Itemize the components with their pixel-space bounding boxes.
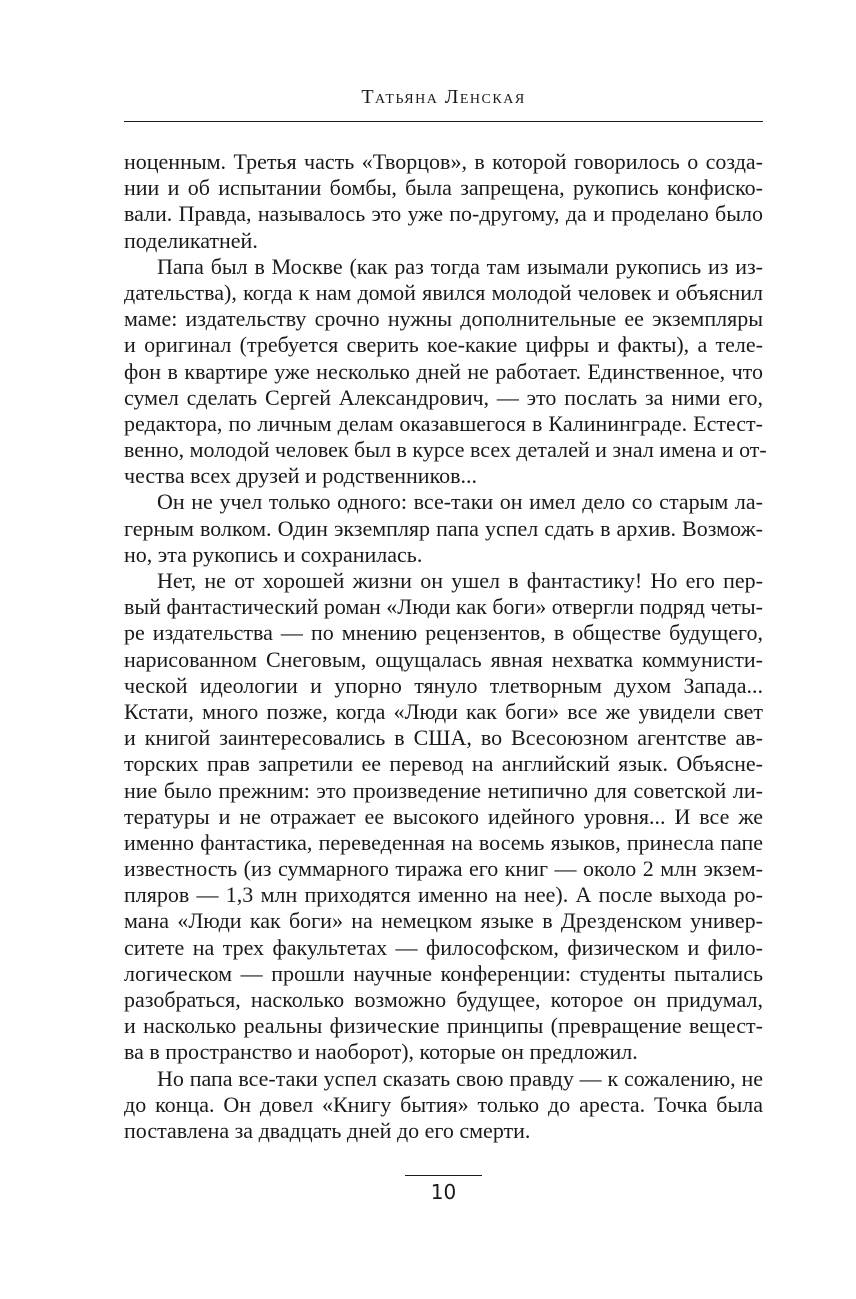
text-line: ва в пространство и наоборот), которые он предложил.	[124, 1039, 638, 1065]
text-line: торских прав запретили ее перевод на английский язык. Объясне-	[124, 751, 763, 777]
page-body	[124, 149, 767, 1144]
text-line: Нет, не от хорошей жизни он ушел в фантастику! Но его пер-	[157, 568, 763, 593]
paragraph	[124, 489, 763, 568]
text-line: мана «Люди как боги» на немецком языке в Дрезденском универ-	[124, 908, 763, 934]
text-line: редактора, по личным делам оказавшегося в Калининграде. Естест-	[124, 410, 763, 436]
text-line: и оригинал (требуется сверить кое-какие цифры и факты), а теле-	[124, 332, 763, 358]
text-line: фон в квартире уже несколько дней не работает. Единственное, что	[124, 358, 763, 384]
text-line: Кстати, много позже, когда «Люди как боги» все же увидели свет	[124, 698, 763, 724]
footer-rule	[405, 1175, 482, 1176]
text-line: разобраться, насколько возможно будущее, которое он придумал,	[124, 987, 763, 1012]
text-line: и книгой заинтересовались в США, во Всесоюзном агентстве ав-	[124, 725, 763, 751]
text-line: Но папа все-таки успел сказать свою правду — к сожалению, не	[157, 1065, 763, 1091]
text-line: логическом — прошли научные конференции: студенты пытались	[124, 960, 763, 986]
text-line: и насколько реальны физические принципы (превращение вещест-	[124, 1013, 763, 1039]
text-line: сумел сделать Сергей Александрович, — это послать за ними его,	[124, 384, 763, 410]
text-line: известность (из суммарного тиража его книг — около 2 млн экзем-	[124, 856, 763, 882]
page-number: 10	[430, 1180, 457, 1204]
running-header: Татьяна Ленская	[361, 86, 526, 108]
text-line: поставлена за двадцать дней до его смерти.	[124, 1117, 531, 1143]
text-line: ситете на трех факультетах — философском, физическом и фило-	[124, 934, 763, 960]
text-line: но, эта рукопись и сохранилась.	[124, 541, 423, 567]
text-line: нии и об испытании бомбы, была запрещена, рукопись конфиско-	[124, 175, 763, 201]
text-line: ние было прежним: это произведение нетипично для советской ли-	[124, 777, 763, 803]
header-rule	[124, 121, 763, 122]
text-line: до конца. Он довел «Книгу бытия» только до ареста. Точка была	[124, 1091, 763, 1117]
text-line: вали. Правда, называлось это уже по-другому, да и проделано было	[124, 201, 763, 227]
text-line: тературы и не отражает ее высокого идейного уровня... И все же	[124, 803, 763, 829]
text-line: пляров — 1,3 млн приходятся именно на нее). А после выхода ро-	[124, 882, 763, 908]
text-line: именно фантастика, переведенная на восемь языков, принесла папе	[124, 829, 763, 855]
paragraph	[124, 253, 767, 490]
text-line: нарисованном Снеговым, ощущалась явная нехватка коммунисти-	[124, 646, 763, 672]
text-line: маме: издательству срочно нужны дополнительные ее экземпляры	[124, 306, 763, 332]
text-line: Папа был в Москве (как раз тогда там изымали рукопись из из-	[157, 253, 763, 279]
text-line: венно, молодой человек был в курсе всех деталей и знал имена и от-	[124, 437, 767, 463]
paragraph	[124, 1066, 763, 1145]
text-line: Он не учел только одного: все-таки он имел дело со старым ла-	[157, 489, 763, 515]
text-line: вый фантастический роман «Люди как боги» отвергли подряд четы-	[124, 594, 764, 620]
paragraph	[124, 568, 763, 1066]
text-line: ноценным. Третья часть «Творцов», в которой говорилось о созда-	[124, 149, 763, 174]
text-line: чества всех друзей и родственников...	[124, 463, 478, 489]
text-line: ческой идеологии и упорно тянуло тлетворным духом Запада...	[124, 672, 763, 698]
paragraph	[124, 149, 763, 254]
text-line: герным волком. Один экземпляр папа успел сдать в архив. Возмож-	[124, 515, 763, 541]
text-line: дательства), когда к нам домой явился молодой человек и объяснил	[124, 279, 763, 305]
text-line: ре издательства — по мнению рецензентов, в обществе будущего,	[124, 620, 763, 646]
text-line: поделикатней.	[124, 227, 258, 253]
